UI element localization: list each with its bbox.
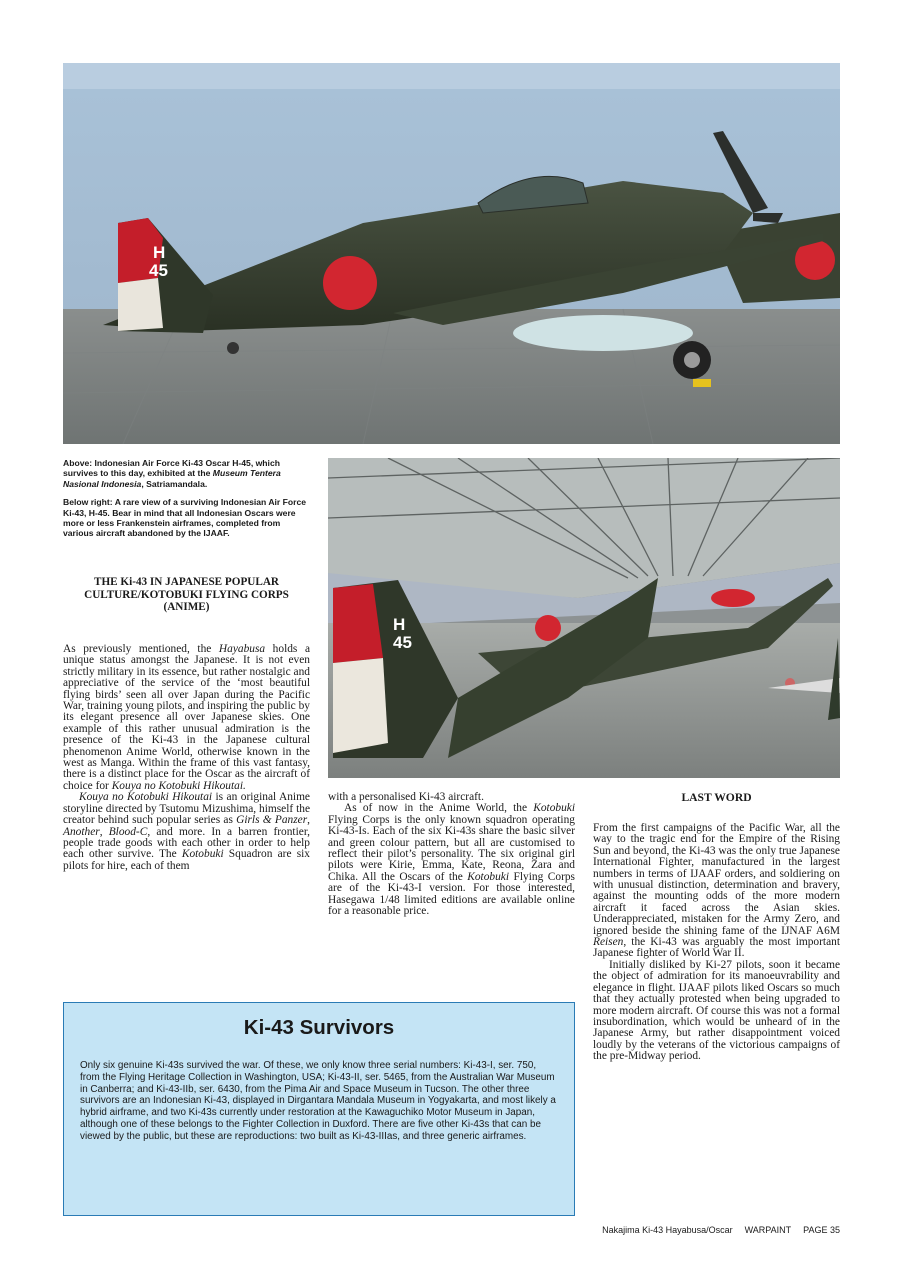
col2-paragraph-2: As of now in the Anime World, the Kotobuki Flying Corps is the only known squadron operating Ki-43-Is. Each of the six Ki-43s share the basic silver and green colour pattern, but all are customised to reflect their pilot’s personality. The six original girl pilots were Kirie, Emma, Kate, Reona, Zara and Chika. All the Oscars of the Kotobuki Flying Corps are of the Ki-43-I version. For those interested, Hasegawa 1/48 limited editions are available online for a reasonable price.: [328, 802, 575, 918]
survivors-box: [63, 1002, 575, 1216]
caption-above: Above: Indonesian Air Force Ki-43 Oscar H-45, which survives to this day, exhibited at the Museum Tentera Nasional Indonesia, Satriamandala.: [63, 458, 281, 489]
column-2-text: [328, 792, 575, 917]
column-3-text: [593, 823, 840, 1063]
photo-captions: [63, 458, 310, 547]
survivors-text: Only six genuine Ki-43s survived the war. Of these, we only know three serial numbers: Ki-43-I, ser. 750, from the Flying Heritage Collection in Washington, USA; Ki-43-II, ser. 5465, from the Australian War Museum in Canberra; and Ki-43-IIb, ser. 6430, from the Pima Air and Space Museum in Tucson. The other three survivors are an Indonesian Ki-43, displayed in Dirgantara Mandala Museum in Yogyakarta, and most likely a hybrid airframe, and two Ki-43s currently under restoration at the Kawaguchiko Motor Museum in Japan, although one of these belongs to the Fighter Collection in Duxford. There are five other Ki-43s that can be viewed by the public, but these are reproductions: two built as Ki-43-IIIas, and three generic airframes.: [80, 1060, 556, 1142]
footer-page-number: PAGE 35: [803, 1225, 840, 1235]
footer-publication: WARPAINT: [744, 1225, 792, 1235]
caption-below-right: Below right: A rare view of a surviving Indonesian Air Force Ki-43, H-45. Bear in mind that all Indonesian Oscars were more or less Frankenstein airframes, completed from various aircraft abandoned by the IJAAF.: [63, 497, 307, 539]
col3-paragraph-1: From the first campaigns of the Pacific War, all the way to the tragic end for the Empire of the Rising Sun and beyond, the Ki-43 was the only true Japanese International Fighter, manufactured in the largest numbers in terms of IJAAF orders, and soldiering on with unusual distinction, determination and bravery, against the mounting odds of the more modern aircraft it faced across the Asian skies. Underappreciated, mistaken for the Army Zero, and ignored beside the shining fame of the IJNAF A6M Reisen, the Ki-43 was arguably the most important Japanese fighter of World War II.: [593, 822, 840, 960]
col1-paragraph-1: As previously mentioned, the Hayabusa holds a unique status amongst the Japanese. It is not even strictly military in its essence, but rather nostalgic and appreciative of the service of the ‘most beautiful flying birds’ seen all over Japan during the Pacific War, training young pilots, and inspiring the public by its elegant presence all over Japanese skies. One example of this rather unusual admiration is the presence of the Ki-43 in the Japanese cultural phenomenon Anime World, otherwise known in the west as Manga. Within the frame of this vast fantasy, there is a distinct place for the Oscar as the aircraft of choice for Kouya no Kotobuki Hikoutai.: [63, 643, 311, 792]
col2-paragraph-1: with a personalised Ki-43 aircraft.: [328, 791, 484, 803]
tail-marking-number-2: 45: [393, 633, 412, 652]
tail-marking-letter-2: H: [393, 615, 406, 634]
page-footer: [602, 1225, 840, 1235]
aircraft-photo-hangar-interior: [328, 458, 840, 778]
survivors-title: Ki-43 Survivors: [243, 1016, 395, 1039]
second-photo: [328, 458, 840, 778]
footer-title: Nakajima Ki-43 Hayabusa/Oscar: [602, 1225, 733, 1235]
last-word-heading: LAST WORD: [681, 791, 752, 804]
top-photo: [63, 63, 840, 444]
aircraft-photo-hangar-wall: [63, 63, 840, 444]
column-1-text: [63, 644, 310, 872]
col1-paragraph-2: Kouya no Kotobuki Hikoutai is an original Anime storyline directed by Tsutomu Mizushima, himself the creator behind such popular series as Girls & Panzer, Another, Blood-C, and more. In a barren frontier, people trade goods with each other in order to help each other survive. The Kotobuki Squadron are six pilots for hire, each of them: [63, 791, 311, 872]
section-heading: THE Ki-43 IN JAPANESE POPULAR CULTURE/KOTOBUKI FLYING CORPS (ANIME): [84, 576, 289, 614]
tail-marking-letter: H: [153, 243, 166, 262]
tail-marking-number: 45: [149, 261, 168, 280]
col3-paragraph-2: Initially disliked by Ki-27 pilots, soon it became the object of admiration for its manoeuvrability and elegance in flight. IJAAF pilots liked Oscars so much that they actually protested when being upgraded to more modern aircraft. Of course this was not a formal insubordination, which would be unheard of in the Japanese Army, but rather disappointment voiced loudly by the veterans of the victorious campaigns of the pre-Midway period.: [593, 958, 840, 1063]
